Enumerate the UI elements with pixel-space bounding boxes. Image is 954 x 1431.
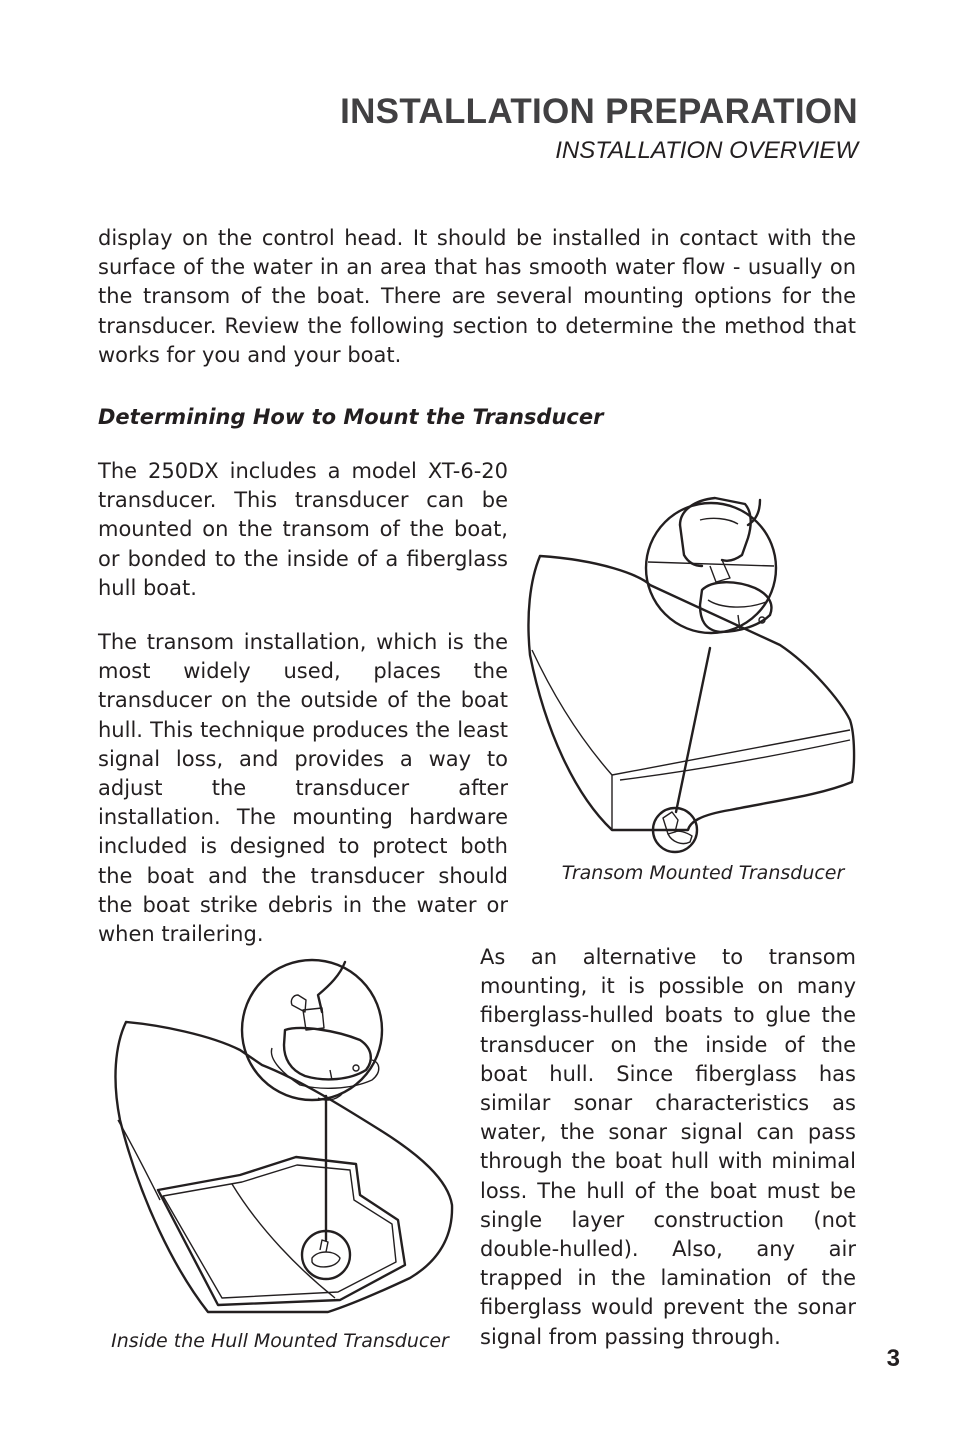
paragraph-transom: The transom installation, which is the most widely used, places the transducer on the outside of the boat hull. This technique produces the least signal loss, and provides a way to adjust the transducer after installation. The mounting hardware included is designed to protect both the boat and the transducer should the boat strike debris in the water or when trailering. — [98, 630, 508, 947]
paragraph-model: The 250DX includes a model XT-6-20 transducer. This transducer can be mounted on the transom of the boat, or bonded to the inside of a fiberglass hull boat. — [98, 459, 508, 600]
transom-figure-caption: Transom Mounted Transducer — [561, 862, 845, 884]
paragraph-inside-hull: As an alternative to transom mounting, it is possible on many fiberglass-hulled boats to glue the transducer on the inside of the boat hull. Since fiberglass has similar sonar characteristics as water, the sonar signal can pass through the boat hull with minimal loss. The hull of the boat must be single layer construction (not double-hulled). Also, any air trapped in the lamination of the fiberglass would prevent the sonar signal from passing through. — [480, 945, 856, 1349]
inside-hull-figure-caption: Inside the Hull Mounted Transducer — [111, 1330, 449, 1352]
page-title: INSTALLATION PREPARATION — [340, 92, 858, 131]
page-subtitle: INSTALLATION OVERVIEW — [555, 137, 858, 164]
page-number: 3 — [886, 1345, 900, 1372]
intro-paragraph: display on the control head. It should be installed in contact with the surface of the water in an area that has smooth water flow - usually on the transom of the boat. There are several mounting options for the transducer. Review the following section to determine the method that works for you and your boat. — [98, 226, 856, 367]
section-heading: Determining How to Mount the Transducer — [98, 405, 604, 429]
